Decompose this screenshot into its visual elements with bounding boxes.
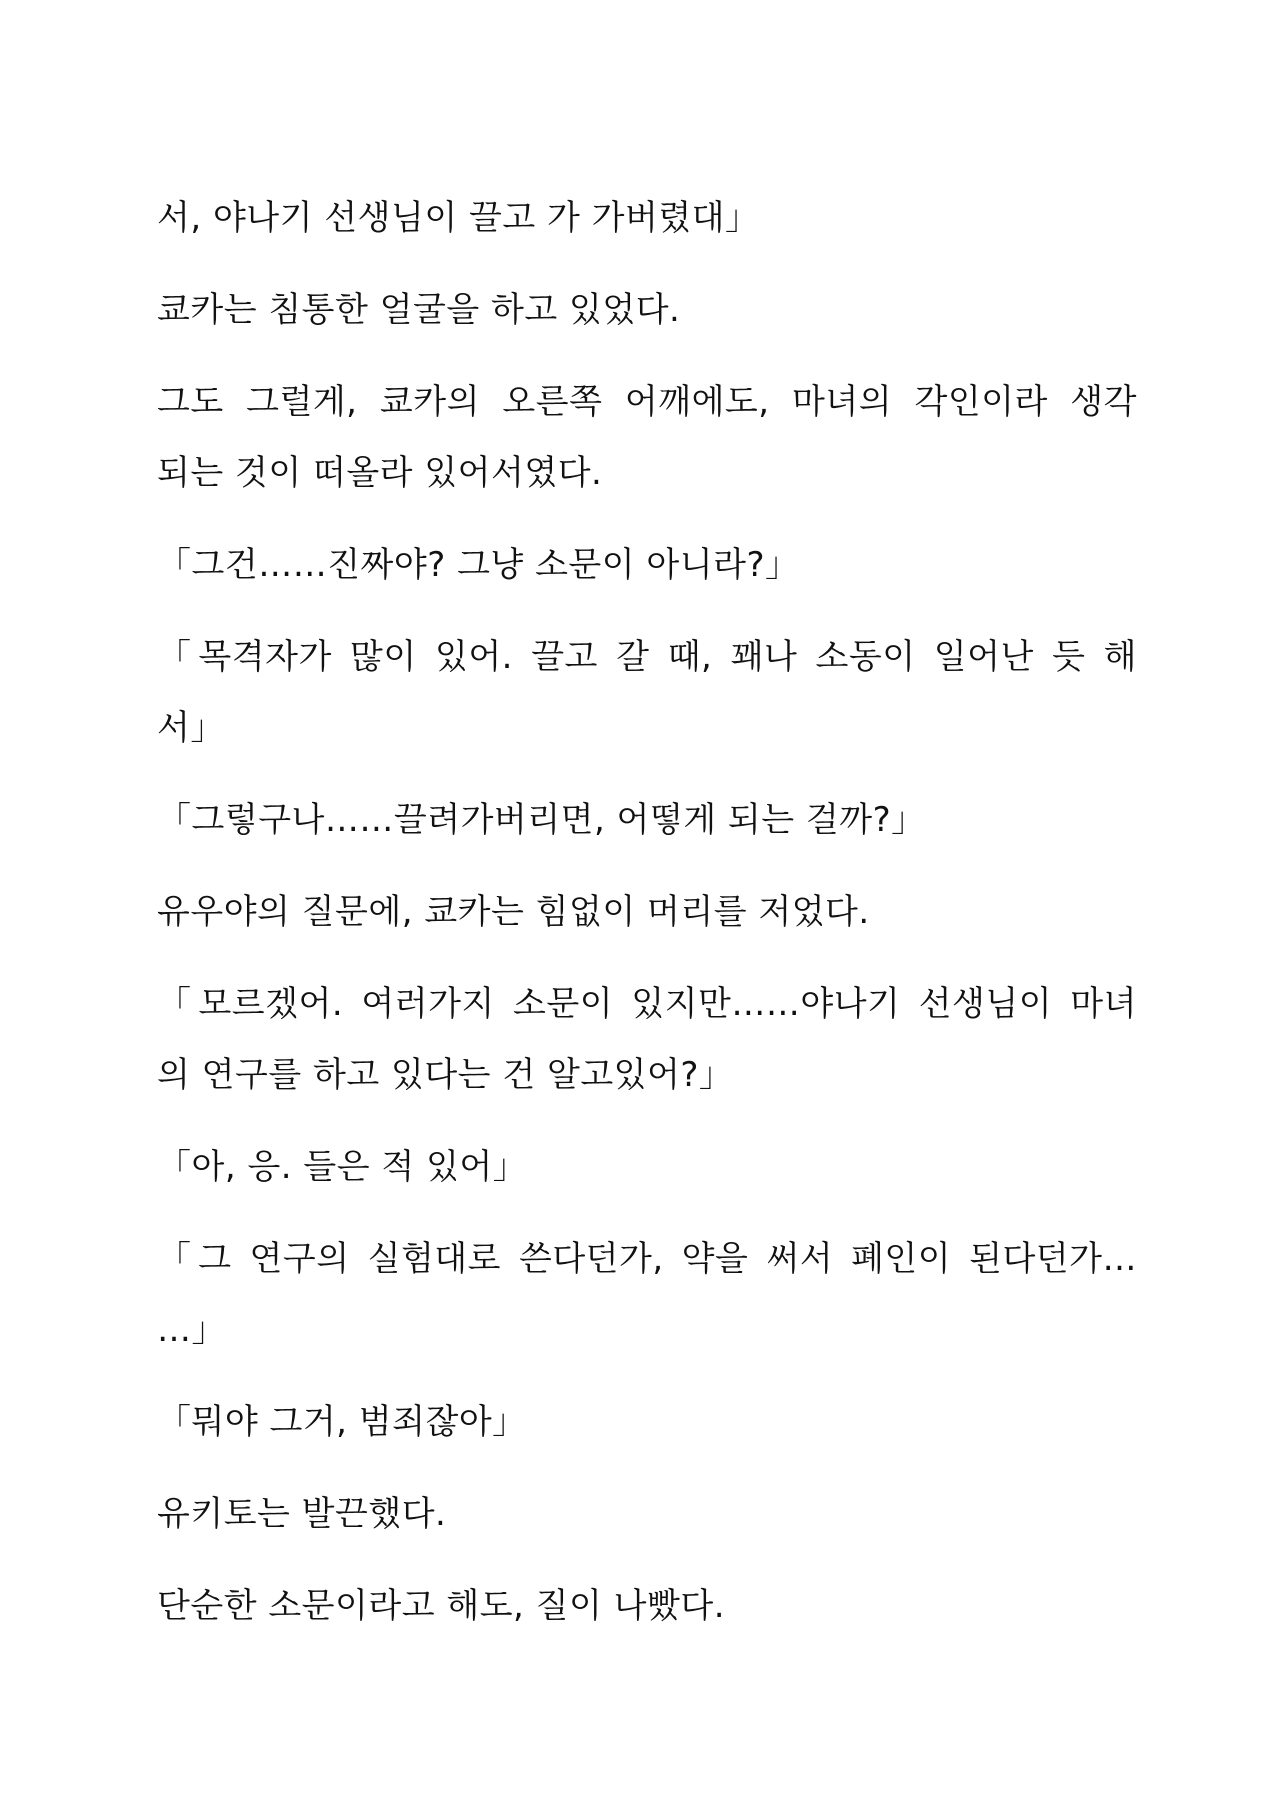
text-line: 「목격자가 많이 있어. 끌고 갈 때, 꽤나 소동이 일어난 듯 해 xyxy=(157,637,1137,677)
text-line: 「모르겠어. 여러가지 소문이 있지만……야나기 선생님이 마녀 xyxy=(157,984,1137,1024)
text-line: 서」 xyxy=(157,708,225,748)
text-line: 단순한 소문이라고 해도, 질이 나빴다. xyxy=(157,1586,726,1626)
text-line: 유키토는 발끈했다. xyxy=(157,1494,447,1534)
text-line: 쿄카는 침통한 얼굴을 하고 있었다. xyxy=(157,290,681,330)
text-line: 「뭐야 그거, 범죄잖아」 xyxy=(157,1402,527,1442)
text-line: 「아, 응. 들은 적 있어」 xyxy=(157,1147,528,1187)
text-line: 되는 것이 떠올라 있어서였다. xyxy=(157,453,603,493)
text-line: 「그 연구의 실험대로 쓴다던가, 약을 써서 폐인이 된다던가… xyxy=(157,1239,1137,1279)
document-text-body xyxy=(157,183,1137,1642)
text-line: 그도 그럴게, 쿄카의 오른쪽 어깨에도, 마녀의 각인이라 생각 xyxy=(157,382,1137,422)
text-line: 「그건……진짜야? 그냥 소문이 아니라?」 xyxy=(157,545,800,585)
text-line: 서, 야나기 선생님이 끌고 가 가버렸대」 xyxy=(157,198,760,238)
text-line: …」 xyxy=(157,1310,226,1350)
text-line: 「그렇구나……끌려가버리면, 어떻게 되는 걸까?」 xyxy=(157,800,926,840)
text-line: 유우야의 질문에, 쿄카는 힘없이 머리를 저었다. xyxy=(157,892,870,932)
text-line: 의 연구를 하고 있다는 건 알고있어?」 xyxy=(157,1055,734,1095)
